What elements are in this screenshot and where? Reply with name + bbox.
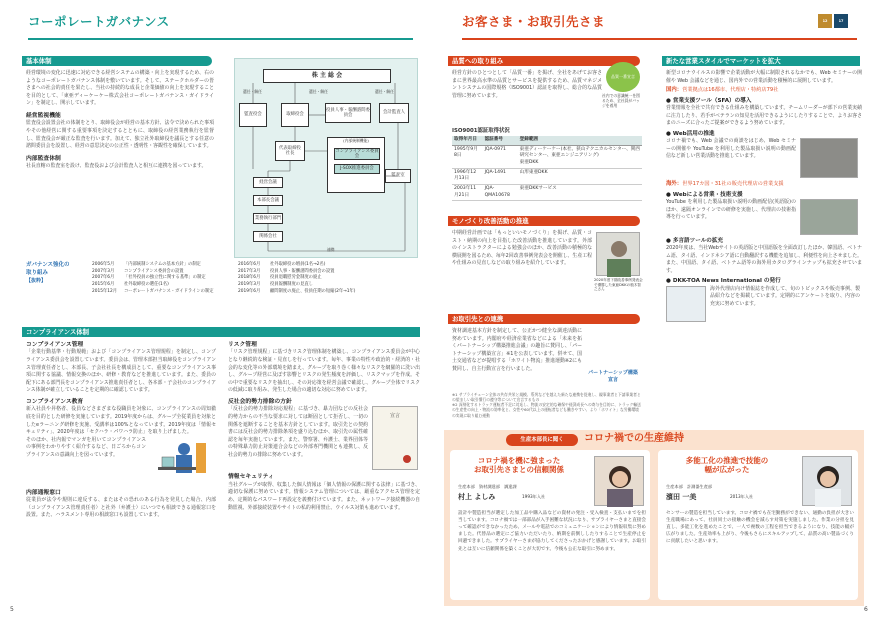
iso-heading: ISO9001認証取得状況 xyxy=(452,128,510,134)
b4-heading: 多言語ツールの拡充 xyxy=(672,237,724,244)
page-title-customers: お客さま・お取引先さま xyxy=(462,14,606,29)
org-naibu-label: (内部統制機能) xyxy=(343,138,369,143)
interview-left-year: 1993年入社 xyxy=(522,494,546,499)
section-bar-purchase: お取引先との連携 xyxy=(448,314,640,324)
c6-heading: 情報セキュリティ xyxy=(228,474,274,481)
history-date: 2017年3月 xyxy=(238,268,261,274)
history-row xyxy=(238,275,418,282)
table-row xyxy=(452,145,642,168)
history-row xyxy=(92,262,232,269)
c1-heading: コンプライアンス管理 xyxy=(26,342,84,348)
title-underline xyxy=(28,38,413,40)
interview-panel xyxy=(444,430,864,606)
history-text: 役員報酬制度の見直し xyxy=(270,281,313,287)
iso-cell: 東亜ディーケーケー(本社、狭山テクニカルセンター、関西研究センター、東亜エンジニアリング) 東亜DKK xyxy=(518,145,642,168)
iso-cell: 1995年9月8日 xyxy=(452,145,483,168)
b5-text: 海外代理店向け情報誌を作成して、旬のトピックスや販売事例、製品紹介などを掲載しています。定期的にアンケートを取り、内容の充実に努めています。 xyxy=(710,285,860,307)
interview-left-dept: 生産本部 資材調達部 調達課 xyxy=(458,484,517,489)
table-row xyxy=(452,184,642,200)
org-shareholders: 株 主 総 会 xyxy=(263,69,391,83)
history-date: 2015年6月 xyxy=(92,281,115,287)
iso-cell: JQA-1491 xyxy=(483,168,518,184)
audit-text: 監査役会設置会社の体制をとり、取締役会が経営の基本方針、法令で決められた事項やその他経営に関する重要事項を決定するとともに、取締役の経営業務執行を監督し、監査役会が厳正な監査を行います。加えて、独立社外取締役を議長とする任意の諮問委員会を設置し、経営の意思決定の公正性・透明性・客観性を確保しています。 xyxy=(26,120,214,150)
table-row xyxy=(452,168,642,184)
history-row xyxy=(92,289,232,296)
iso-cell: 1996年12月13日 xyxy=(452,168,483,184)
section-bar-quality: 品質への取り組み xyxy=(448,56,640,66)
history-col-2 xyxy=(238,262,418,295)
c2-text2: そのほか、社内報でマンガを用いてコンプライアンスの事例をわかりやすく紹介するなど、日ごろからコンプライアンスの意識向上を図っています。 xyxy=(26,436,146,458)
c3-text: 従業員が法令や規則に違反する、またはその恐れのある行為を発見した場合、内部（コンプライアンス管理責任者）と社外（弁護士）にいつでも相談できる通報窓口を設置。また、ハラスメント専用の相談窓口も設置しています。 xyxy=(26,497,216,519)
newsletter-cover-image xyxy=(666,286,706,322)
monozukuri-text: 中期経営計画では「もっといいモノづくり」を掲げ、品質・コスト・納期の向上を目指した改善活動を推進しています。外部のインストラクターによる勉強会のほか、改善活動の積極的な横展開を図るため、毎年2回改善事例発表会を開催し、生産工程や仕組みの見直しなどの取り組みを紹介しています。 xyxy=(452,230,592,267)
kihon-text-block xyxy=(26,70,214,171)
history-text: 役員人事・報酬諮問委員会の設置 xyxy=(270,268,335,274)
org-kaikei: 会計監査人 xyxy=(379,103,409,123)
interview-left-photo xyxy=(594,456,644,506)
history-text: 「内部統制システムの基本方針」の制定 xyxy=(124,262,201,267)
c2-heading: コンプライアンス教育 xyxy=(26,398,84,405)
org-renkei: 連携 xyxy=(327,247,335,252)
org-honbu: 本部長会議 xyxy=(253,195,283,206)
interview-left-name: 村上 よしみ xyxy=(458,493,496,501)
internal-text: 社長直轄の監査室を設け、監査役および会計監査人と相互に連携を図っています。 xyxy=(26,163,207,170)
interview-right-text: センサーの製造を担当しています。コロナ禍でも在宅勤務ができない、通勤の負担が大きい生産職場にあって、社員同士の接触の機会を減らす対策を実施しました。作業の分担を見直し、多能工化を進めたことで、一人で複数の工程を担当できるようになり、技能の幅が広がりました。生産効率も上がり、今後もさらにスキルアップして、品質の高い製品づくりに貢献したいと思います。 xyxy=(666,511,854,545)
history-row xyxy=(92,275,232,282)
history-date: 2019年6月 xyxy=(238,288,261,294)
purchase-notes xyxy=(452,392,642,418)
quality-text: 経営方針のひとつとして「品質一番」を掲げ、全社をあげてお客さまに世界最高水準の品質とサービスを提供するため、品質マネジメントシステムの国際規格（ISO9001）認証を取得し、総合的な品質管理に努めています。 xyxy=(452,70,602,99)
iso-cell: 山形東亜DKK xyxy=(518,168,642,184)
history-text: 顧問制度の廃止、役員任期の短縮(2年→1年) xyxy=(270,288,356,294)
org-kanren: 関係会社 xyxy=(253,231,283,242)
c5-heading: 反社会的勢力排除の方針 xyxy=(228,398,292,405)
b3-text: YouTube を利用した製品取扱い説明の動画配信(英語版)のほか、遠隔オンラインでの研修を実施し、代理店の技術指導を行っています。 xyxy=(666,198,796,221)
c3-heading: 内部通報窓口 xyxy=(26,489,61,496)
history-row xyxy=(238,262,418,269)
iso-cell: JQA-QMA10678 xyxy=(483,184,518,200)
partnership-logo-text: パートナーシップ構築宣言 xyxy=(588,370,638,383)
b4-text: 2020年度は、当社Webサイトの英語版と中国語版を全面改訂したほか、韓国語、ベトナム語、タイ語、インドネシア語に自動翻訳する機能を追加し、利便性を向上させました。また、中国語、タイ語、ベトナム語等の海外用カタログラインナップも拡充させています。 xyxy=(666,245,862,274)
iso-table-wrap xyxy=(452,136,642,201)
history-text: 社外取締役の選任(1名) xyxy=(124,281,169,287)
history-date: 2018年6月 xyxy=(238,275,261,281)
page-number-right: 6 xyxy=(864,606,868,613)
internal-heading: 内部監査体制 xyxy=(26,155,61,162)
monozukuri-photo xyxy=(596,232,640,276)
c4-text: 「リスク管理規程」に基づきリスク管理体制を構築し、コンプライアンス委員会が中心となり継続的な検証・見直しを行っています。毎年、事業の特性や政治的・経済的・社会的な変化等の外部環境を踏まえ、グループを取り巻く様々なリスクを網羅的に洗い出し、グループ経営に及ぼす影響とリスクの発生頻度を評価し、リスクマップを作成。その中で重要なリスクを抽出し、その対応策を経営会議で確認し、グループ全体でリスクの低減に取り組み、発生した場合の適切な対応に努めています。 xyxy=(228,349,420,394)
history-label xyxy=(26,262,92,285)
governance-org-chart xyxy=(234,58,418,258)
interview-right-photo xyxy=(802,456,852,506)
history-row xyxy=(238,269,418,276)
b1-text: 営業情報を全社で共有できる仕組みを構築しています。チームリーダーが部下の営業実績に注力したり、若手がベテランの知見を活用できるようにしたりすることで、よりお客さまのニーズに合ったご提案ができるよう努めています。 xyxy=(666,105,862,127)
person-at-desk-icon xyxy=(150,437,210,487)
org-shimon: 役員人事・報酬諮問委員会 xyxy=(325,103,371,123)
domestic-label: 国内： xyxy=(666,87,683,94)
section-bar-compliance: コンプライアンス体制 xyxy=(22,327,420,337)
section-bar-kihon: 基本体制 xyxy=(22,56,212,66)
person-photo-icon xyxy=(595,457,645,507)
interview-left-text: 設計や製造担当が選定した加工品や購入品などの資材の発注・受入検査・支払いまでを担当しています。コロナ禍では一部部品が入手困難な状況になり、サプライヤーさまと直接会って確認ができなかったため、メールや電話でのコミュニケーションにより情報収集に努めました。代替品の選定にご協力いただいたり、納期を前倒ししたりすることで生産停止を回避できました。サプライヤーさまが協力してくださったおかげと感謝しています。お取引先とは互いに信頼関係を築くことが大切です。今後も公正な取引に努めます。 xyxy=(458,511,646,552)
history-label-2: 取り組み xyxy=(26,269,49,276)
iso-cell: 東亜DKKサービス xyxy=(518,184,642,200)
history-date: 2015年12月 xyxy=(92,288,117,294)
c5-text: 「反社会的勢力排除対応規程」に基づき、暴力団などの反社会的勢力からの不当な要求に対しては断固として拒否し、一切の関係を遮断することを基本方針としています。取引先との契約書には反社会的勢力排除条項を盛り込むほか、取引先の属性確認を毎年実施しています。また、警察署、弁護士、業界団体等の特殊暴力防止対策連合会などの外部専門機関とも連携し、反社会的勢力の排除に努めています。 xyxy=(228,406,368,458)
page-number-left: 5 xyxy=(10,606,14,613)
purchase-text-block xyxy=(452,328,582,374)
history-date: 2007年6月 xyxy=(92,275,115,281)
audit-heading: 経営監視機能 xyxy=(26,112,61,119)
note-2: ※2 深刻化するトラック運転者不足に対応し、物流の安定的な確保や経済成長への寄与を目的に、トラック輸送の生産性の向上・物流の効率化と、女性や60代以上の運転者なども働きやすい、より「ホワイト」な労働環境の実現に取り組む運動 xyxy=(452,402,641,418)
note-1: ※1 サプライチェーン全体の共存共栄と規模、系列などを越えた新たな連携を促進し、親事業者と下請事業者との望ましい取引慣行の遵守等について宣言するもの xyxy=(452,392,641,403)
c6-text: 当社グループが取得、収集した個人情報は「個人情報の保護に関する法律」に基づき、適切な保護に努めています。情報システム管理については、厳重なアクセス管理を定め、定期的なパスワード再設定を義務付けています。また、ネットワーク接続機器の自動監視、外部接続装置やサイトの私的利用禁止、ウイルス対策も進めています。 xyxy=(228,481,420,511)
history-text: 「社外役員の独立性に関する基準」の制定 xyxy=(124,275,206,281)
purchase-text: 資材調達基本方針を制定して、公正かつ健全な調達活動に努めています。内閣府や経済産業省などによる「未来を拓くパートナーシップ構築推進会議」の趣旨に賛同し、「パートナーシップ構築宣言」※1を公表しています。併せて、国土交通省などが提唱する「ホワイト物流」推進運動※2にも賛同し、自主行動宣言を行いました。 xyxy=(452,328,582,372)
history-date: 2007年3月 xyxy=(92,268,115,274)
org-comp: コンプライアンス委員会 xyxy=(335,148,379,159)
badge-caption: 社内での意識統一を図るため、全社員がバッジを着用 xyxy=(602,93,640,108)
history-date: 2006年5月 xyxy=(92,262,115,267)
org-bumon: 業務執行部門 xyxy=(253,213,283,224)
web-meeting-photo xyxy=(800,138,858,178)
iso-cell: 2003年11月21日 xyxy=(452,184,483,200)
org-torishimari: 取締役会 xyxy=(281,103,309,127)
person-photo-icon xyxy=(803,457,853,507)
b5-heading: DKK-TOA News International の発行 xyxy=(672,278,781,285)
compliance-col-right xyxy=(228,341,420,512)
online-training-photo xyxy=(800,199,858,235)
section-bar-new-style: 新たな営業スタイルでマーケットを拡大 xyxy=(662,56,860,66)
history-col-1 xyxy=(92,262,232,295)
new-style-text: 新型コロナウイルスの影響で企業活動が大幅に制限されるなかでも、Web セミナーの開催や Web 会議などを通じ、国内外での営業活動を積極的に展開しています。 xyxy=(666,70,862,84)
seal-icon xyxy=(403,455,411,463)
b3-heading: Webによる営業・技術支援 xyxy=(672,191,743,198)
history-row xyxy=(238,282,418,289)
iso-cell: JQA-0971 xyxy=(483,145,518,168)
sdg-12-icon: 12 xyxy=(818,14,832,28)
org-kansayaku: 監査役会 xyxy=(239,103,267,127)
kihon-text: 経営環境の変化に迅速に対応できる経営システムの構築・向上を実現するため、右のようなコーポレートガバナンス体制を敷いています。そして、ステークホルダーの皆さまへの社会的責任を果たし、当社の持続的な成長と企業価値の向上を実現することを目的として、「東亜ディーケーケー株式会社コーポレートガバナンス・ガイドライン」を制定し、開示しています。 xyxy=(26,70,214,107)
interview-left-title: コロナ禍を機に強まった お取引先さまとの信頼関係 xyxy=(474,456,564,475)
history-tag: 【抜粋】 xyxy=(26,277,47,284)
quality-badge-icon: 品質一番宣言 xyxy=(606,62,640,92)
interview-right-title: 多能工化の推進で技能の 幅が広がった xyxy=(685,456,769,475)
c4-heading: リスク管理 xyxy=(228,342,257,348)
history-date: 2016年6月 xyxy=(238,262,261,267)
interview-right-year: 2013年入社 xyxy=(730,494,754,499)
org-elect-2: 選任・解任 xyxy=(309,89,328,94)
interview-right-name: 濱田 一美 xyxy=(666,493,697,501)
monozukuri-text-block xyxy=(452,230,592,268)
partnership-logo xyxy=(586,364,640,394)
history-text: 役員退職慰労金制度の廃止 xyxy=(270,275,322,281)
history-date: 2019年3月 xyxy=(238,281,261,287)
history-row xyxy=(238,289,418,296)
org-elect-3: 選任・解任 xyxy=(375,89,394,94)
b2-heading: Web活用の推進 xyxy=(672,130,715,137)
sdg-17-icon: 17 xyxy=(834,14,848,28)
interview-left xyxy=(450,450,650,600)
interview-right-dept: 生産本部 計測器生産部 xyxy=(666,484,713,489)
iso-table xyxy=(452,136,642,201)
b2-text: コロナ禍でも、Web 会議での商談をはじめ、Web セミナーの開催や YouTube を利用した製品取扱い説明の動画配信など新しい営業活動を推進しています。 xyxy=(666,138,796,160)
history-text: コーポレートガバナンス・ガイドラインの制定 xyxy=(124,288,214,294)
org-elect-1: 選任・解任 xyxy=(243,89,262,94)
declaration-stamp-text: 宣言 xyxy=(389,413,400,420)
org-kansashitsu: 監査室 xyxy=(385,169,411,183)
monozukuri-caption: 2020年度下期改善事例発表会で優勝した東亜DKKの植木智之さん xyxy=(594,278,643,292)
b1-heading: 営業支援ツール（SFA）の導入 xyxy=(672,98,752,105)
interview-right xyxy=(658,450,858,600)
page-title-governance: コーポレートガバナンス xyxy=(28,14,170,29)
person-photo-icon xyxy=(597,233,641,277)
quality-text-block xyxy=(452,70,602,100)
history-row xyxy=(92,282,232,289)
org-jsox: J-SOX推進委員会 xyxy=(334,164,380,174)
org-keiei: 経営会議 xyxy=(253,177,283,188)
c1-text: 「企業行動基準・行動規範」および「コンプライアンス管理規程」を制定し、コンプライアンス委員会を設置しています。委員会は、管理本部担当取締役をコンプライアンス管理責任者とし、本部長、子会社社長を構成員として、重要なコンプライアンス事項に関する協議、情報交換のほか、研修・教育などを推進しています。また、委員の配下にある部門長をコンプライアンス推進責任者とし、各本部・子会社のコンプライアンス体制が確立していることを定期的に確認しています。 xyxy=(26,349,216,394)
history-text: コンプライアンス委員会の設置 xyxy=(124,268,184,274)
overseas-label: 海外： xyxy=(666,181,683,188)
interview-heading: コロナ禍での生産維持 xyxy=(584,433,684,444)
iso-col-header: 認証番号 xyxy=(483,136,518,145)
declaration-document-icon xyxy=(372,406,418,470)
right-page xyxy=(440,0,880,622)
history-label-1: ガバナンス強化の xyxy=(26,262,70,268)
new-style-block: 新型コロナウイルスの影響で企業活動が大幅に制限されるなかでも、Web セミナーの開催や Web 会議などを通じ、国内外での営業活動を積極的に展開しています。 国内：営業拠点は16都市、代理店・特約店79社 ● 営業支援ツール（SFA）の導入 営業情報を全社で共有できる仕組みを構築しています。チームリーダーが部下の営業実績に注力したり、若手がベテランの知見を活用できるようにしたりすることで、よりお客さまのニーズに合ったご提案ができるよう努めています。 ● Web活用の推進 コロナ禍でも、Web 会議での商談をはじめ、Web セミナーの開催や YouTube を利用した製品取扱い説明の動画配信など新しい営業活動を推進しています。 海外：世界17カ国・31社の販売代理店の営業支援 ● Webによる営業・技術支援 YouTube を利用した製品取扱い説明の動画配信(英語版)のほか、遠隔オンラインでの研修を実施し、代理店の技術指導を行っています。 ● 多言語ツールの拡充 2020年度は、当社Webサイトの英語版と中国語版を全面改訂したほか、韓国語、ベトナム語、タイ語、インドネシア語に自動翻訳する機能を追加し、利便性を向上させました。また、中国語、タイ語、ベトナム語等の海外用カタログラインナップも拡充させています。 ● DKK-TOA News International の発行 海外代理店向け情報誌を作成して、旬のトピックスや販売事例、製品紹介などを掲載しています。定期的にアンケートを取り、内容の充実に努めています。 xyxy=(666,70,862,322)
elearning-illustration xyxy=(150,437,210,487)
domestic-text: 営業拠点は16都市、代理店・特約店79社 xyxy=(682,87,779,94)
title-underline-right xyxy=(462,38,857,40)
iso-col-header: 取得年月日 xyxy=(452,136,483,145)
iso-col-header: 登録範囲 xyxy=(518,136,642,145)
org-connectors xyxy=(235,59,419,259)
section-bar-monozukuri: モノづくり改善活動の推進 xyxy=(448,216,640,226)
overseas-text: 世界17カ国・31社の販売代理店の営業支援 xyxy=(682,181,784,188)
compliance-col-left xyxy=(26,341,216,520)
history-text: 社外取締役の増員(1名→2名) xyxy=(270,262,326,267)
org-daihyo: 代表取締役 社長 xyxy=(275,141,305,161)
c2-text: 新入社員や昇格者、役員などさまざまな役職員を対象に、コンプライアンスの周知徹底を目的とした研修を実施しています。2019年度からは、グループ全従業員を対象としたeラーニング研修を実施、受講率は100%となっています。2019年度は「情報セキュリティ」、2020年度は「セクハラ・パワハラ防止」を取り上げました。 xyxy=(26,406,216,436)
interview-tag: 生産本部長に聞く xyxy=(506,434,578,446)
